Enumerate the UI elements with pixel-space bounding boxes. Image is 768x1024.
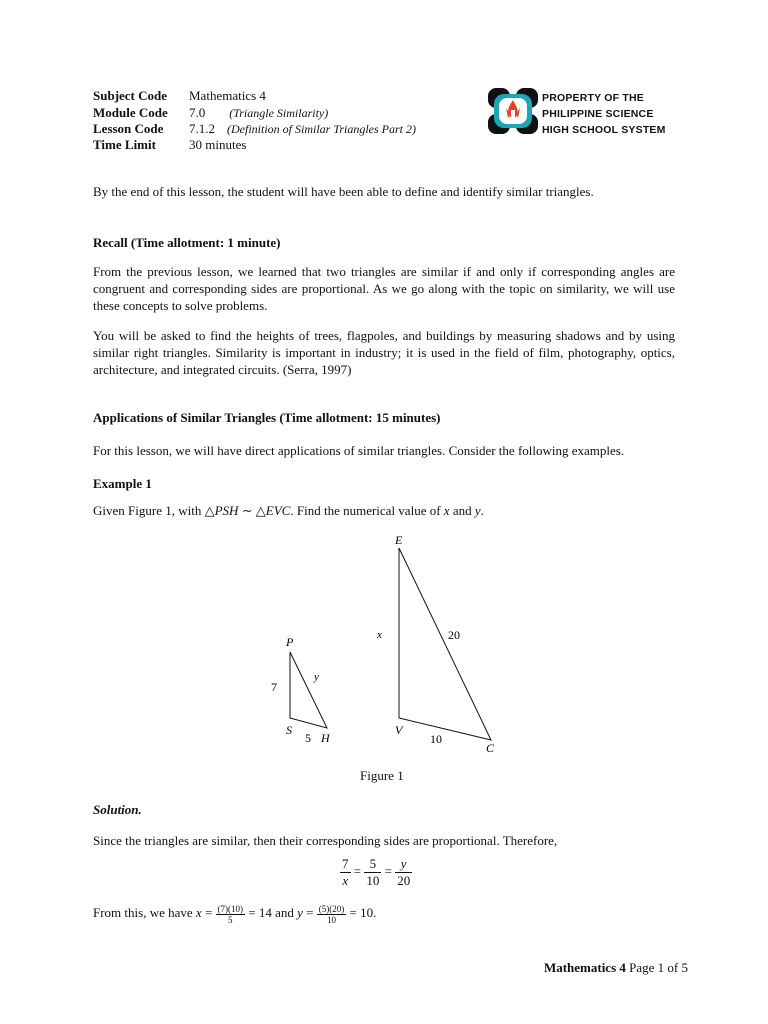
recall-paragraph-1: From the previous lesson, we learned that two triangles are similar if and only if corresponding angles are congruent and corresponding sides are proportional. As we go along with the topic on similarity, we will use these concepts to solve problems. — [93, 264, 675, 313]
header-row-subject — [93, 88, 266, 104]
triangle-psh — [290, 652, 327, 728]
side-ps-label: 7 — [271, 680, 277, 694]
side-sh-label: 5 — [305, 731, 311, 745]
header-key: Time Limit — [93, 137, 156, 152]
figure-1-triangles — [250, 530, 530, 760]
applications-heading: Applications of Similar Triangles (Time allotment: 15 minutes) — [93, 410, 441, 425]
fraction-x-computation: $\frac{(7)(10)}{5}$ — [217, 903, 244, 925]
header-row-lesson — [93, 121, 416, 137]
result-equals: = — [302, 905, 317, 920]
solution-text: Since the triangles are similar, then their corresponding sides are proportional. Therefore, — [93, 833, 558, 848]
logo-line: HIGH SCHOOL SYSTEM — [542, 124, 666, 136]
fraction-y-computation: $\frac{(5)(20)}{10}$ — [318, 903, 345, 925]
result-y: y — [297, 905, 303, 920]
vertex-h-label: H — [321, 731, 330, 745]
footer-page-number: Page 1 of 5 — [625, 960, 688, 975]
variable-y: y — [474, 503, 481, 518]
prompt-text: . — [480, 503, 484, 518]
equals-sign: = — [384, 863, 392, 879]
page-footer — [544, 960, 688, 976]
prompt-text: . Find the numerical value of — [290, 503, 444, 518]
lesson-objective: By the end of this lesson, the student will have been able to define and identify similar triangles. — [93, 184, 594, 199]
header-note: (Triangle Similarity) — [229, 106, 329, 120]
similarity-relation: △PSH ∼ △EVC — [204, 503, 291, 518]
prompt-text: Given Figure 1, with — [93, 503, 205, 518]
header-value: Mathematics 4 — [189, 88, 266, 103]
result-x: x — [195, 905, 202, 920]
header-row-time — [93, 137, 246, 153]
logo-line: PROPERTY OF THE — [542, 92, 644, 104]
logo-line: PHILIPPINE SCIENCE — [542, 108, 654, 120]
figure-caption: Figure 1 — [360, 768, 404, 783]
fraction-7-over-x: $\frac{7}{x}$ — [342, 856, 349, 888]
vertex-c-label: C — [486, 741, 495, 755]
header-row-module — [93, 105, 328, 121]
recall-heading: Recall (Time allotment: 1 minute) — [93, 235, 281, 250]
fraction-y-over-20: $\frac{y}{20}$ — [397, 856, 411, 888]
applications-intro: For this lesson, we will have direct applications of similar triangles. Consider the following examples. — [93, 443, 625, 458]
result-x-value: = 14 and — [245, 905, 298, 920]
header-key: Module Code — [93, 105, 168, 120]
header-key: Subject Code — [93, 88, 168, 103]
side-ev-label: x — [377, 629, 382, 641]
header-value: 7.0 — [189, 105, 206, 120]
example-heading: Example 1 — [93, 476, 152, 491]
variable-x: x — [443, 503, 450, 518]
result-y-value: = 10. — [346, 905, 377, 920]
fraction-5-over-10: $\frac{5}{10}$ — [366, 856, 380, 888]
header-value: 30 minutes — [189, 137, 247, 152]
side-ph-label: y — [314, 671, 319, 683]
header-value: 7.1.2 — [189, 121, 215, 136]
solution-result — [93, 900, 376, 926]
vertex-s-label: S — [286, 723, 292, 737]
example-prompt — [93, 502, 675, 519]
vertex-v-label: V — [395, 723, 403, 737]
equals-sign: = — [353, 863, 362, 879]
side-vc-label: 10 — [430, 732, 442, 746]
pshs-logo-icon — [488, 88, 538, 134]
prompt-text: and — [449, 503, 475, 518]
side-ec-label: 20 — [448, 628, 460, 642]
result-equals: = — [201, 905, 216, 920]
header-note: (Definition of Similar Triangles Part 2) — [227, 122, 417, 136]
triangle-evc — [399, 548, 491, 740]
header-key: Lesson Code — [93, 121, 164, 136]
solution-heading: Solution. — [93, 802, 142, 817]
vertex-e-label: E — [395, 533, 403, 547]
proportion-equation — [340, 856, 412, 889]
footer-course: Mathematics 4 — [543, 960, 626, 975]
recall-paragraph-2: You will be asked to find the heights of trees, flagpoles, and buildings by measuring shadows and by using similar right triangles. Similarity is important in industry; it is used in the field of film, photography, optics, architecture, and integrated circuits. (Serra, 1997) — [93, 328, 675, 377]
vertex-p-label: P — [286, 635, 294, 649]
result-text: From this, we have — [93, 905, 196, 920]
